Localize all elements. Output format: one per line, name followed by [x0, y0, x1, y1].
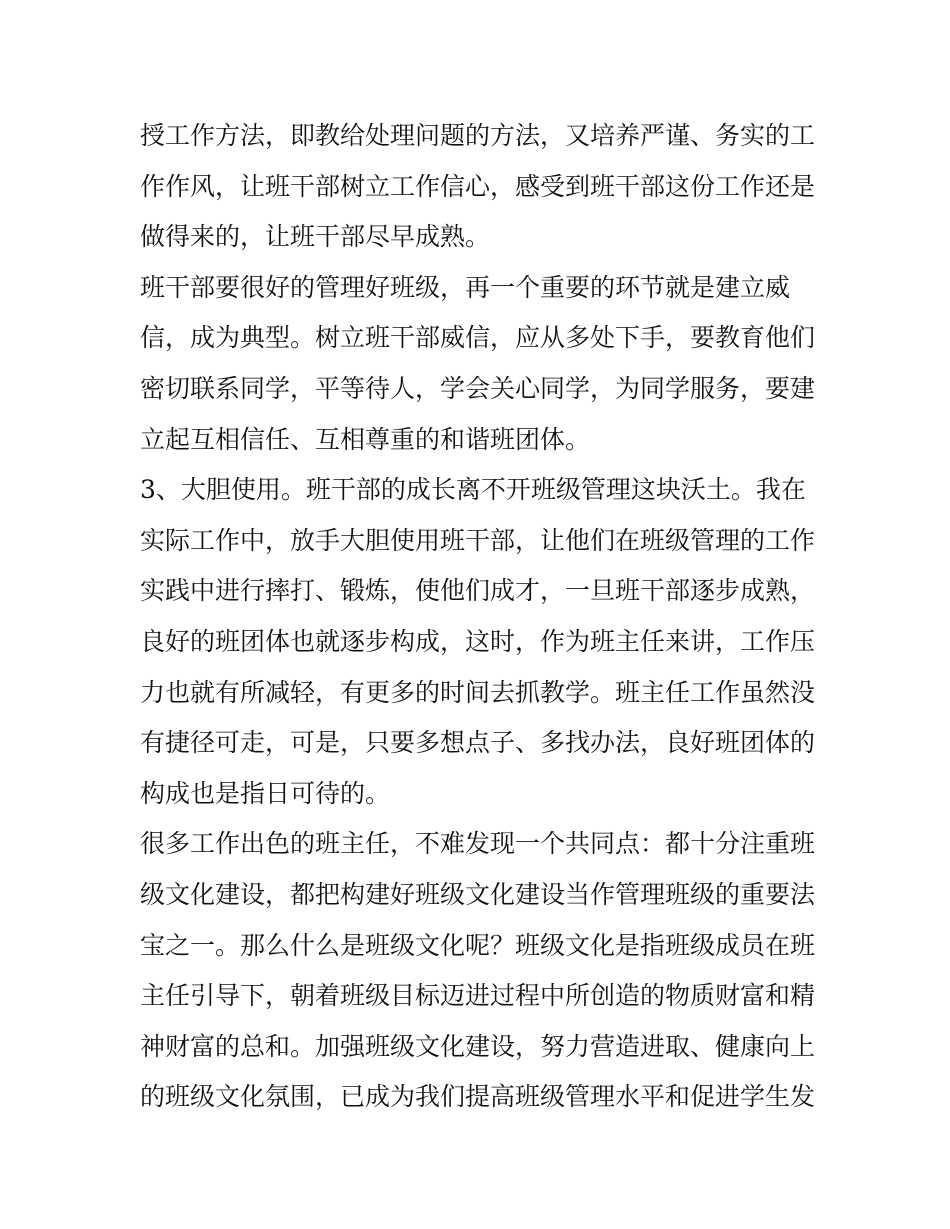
- text-line: 3、大胆使用。班干部的成长离不开班级管理这块沃土。我在: [140, 475, 806, 505]
- text-line: 良好的班团体也就逐步构成，这时，作为班主任来讲，工作压: [140, 626, 816, 656]
- text-line: 主任引导下，朝着班级目标迈进过程中所创造的物质财富和精: [140, 981, 816, 1011]
- text-line: 作作风，让班干部树立工作信心，感受到班干部这份工作还是: [140, 171, 816, 201]
- text-line: 宝之一。那么什么是班级文化呢？班级文化是指班级成员在班: [140, 930, 816, 960]
- text-line: 神财富的总和。加强班级文化建设，努力营造进取、健康向上: [140, 1031, 816, 1061]
- text-line: 级文化建设，都把构建好班级文化建设当作管理班级的重要法: [140, 879, 816, 909]
- text-line: 班干部要很好的管理好班级，再一个重要的环节就是建立威: [140, 272, 791, 302]
- text-line: 实践中进行摔打、锻炼，使他们成才，一旦班干部逐步成熟，: [140, 576, 816, 606]
- text-line: 授工作方法，即教给处理问题的方法，又培养严谨、务实的工: [140, 121, 816, 150]
- text-line: 有捷径可走，可是，只要多想点子、多找办法，良好班团体的: [140, 728, 816, 758]
- body-text: [140, 111, 820, 1123]
- text-line: 实际工作中，放手大胆使用班干部，让他们在班级管理的工作: [140, 525, 816, 555]
- text-line: 力也就有所减轻，有更多的时间去抓教学。班主任工作虽然没: [140, 677, 816, 707]
- text-line: 的班级文化氛围，已成为我们提高班级管理水平和促进学生发: [140, 1082, 816, 1112]
- text-line: 信，成为典型。树立班干部威信，应从多处下手，要教育他们: [140, 323, 816, 353]
- text-line: 做得来的，让班干部尽早成熟。: [140, 222, 491, 252]
- text-line: 密切联系同学，平等待人，学会关心同学，为同学服务，要建: [140, 373, 816, 403]
- text-line: 很多工作出色的班主任，不难发现一个共同点：都十分注重班: [140, 829, 816, 859]
- text-line: 立起互相信任、互相尊重的和谐班团体。: [140, 424, 591, 454]
- text-line: 构成也是指日可待的。: [140, 778, 391, 808]
